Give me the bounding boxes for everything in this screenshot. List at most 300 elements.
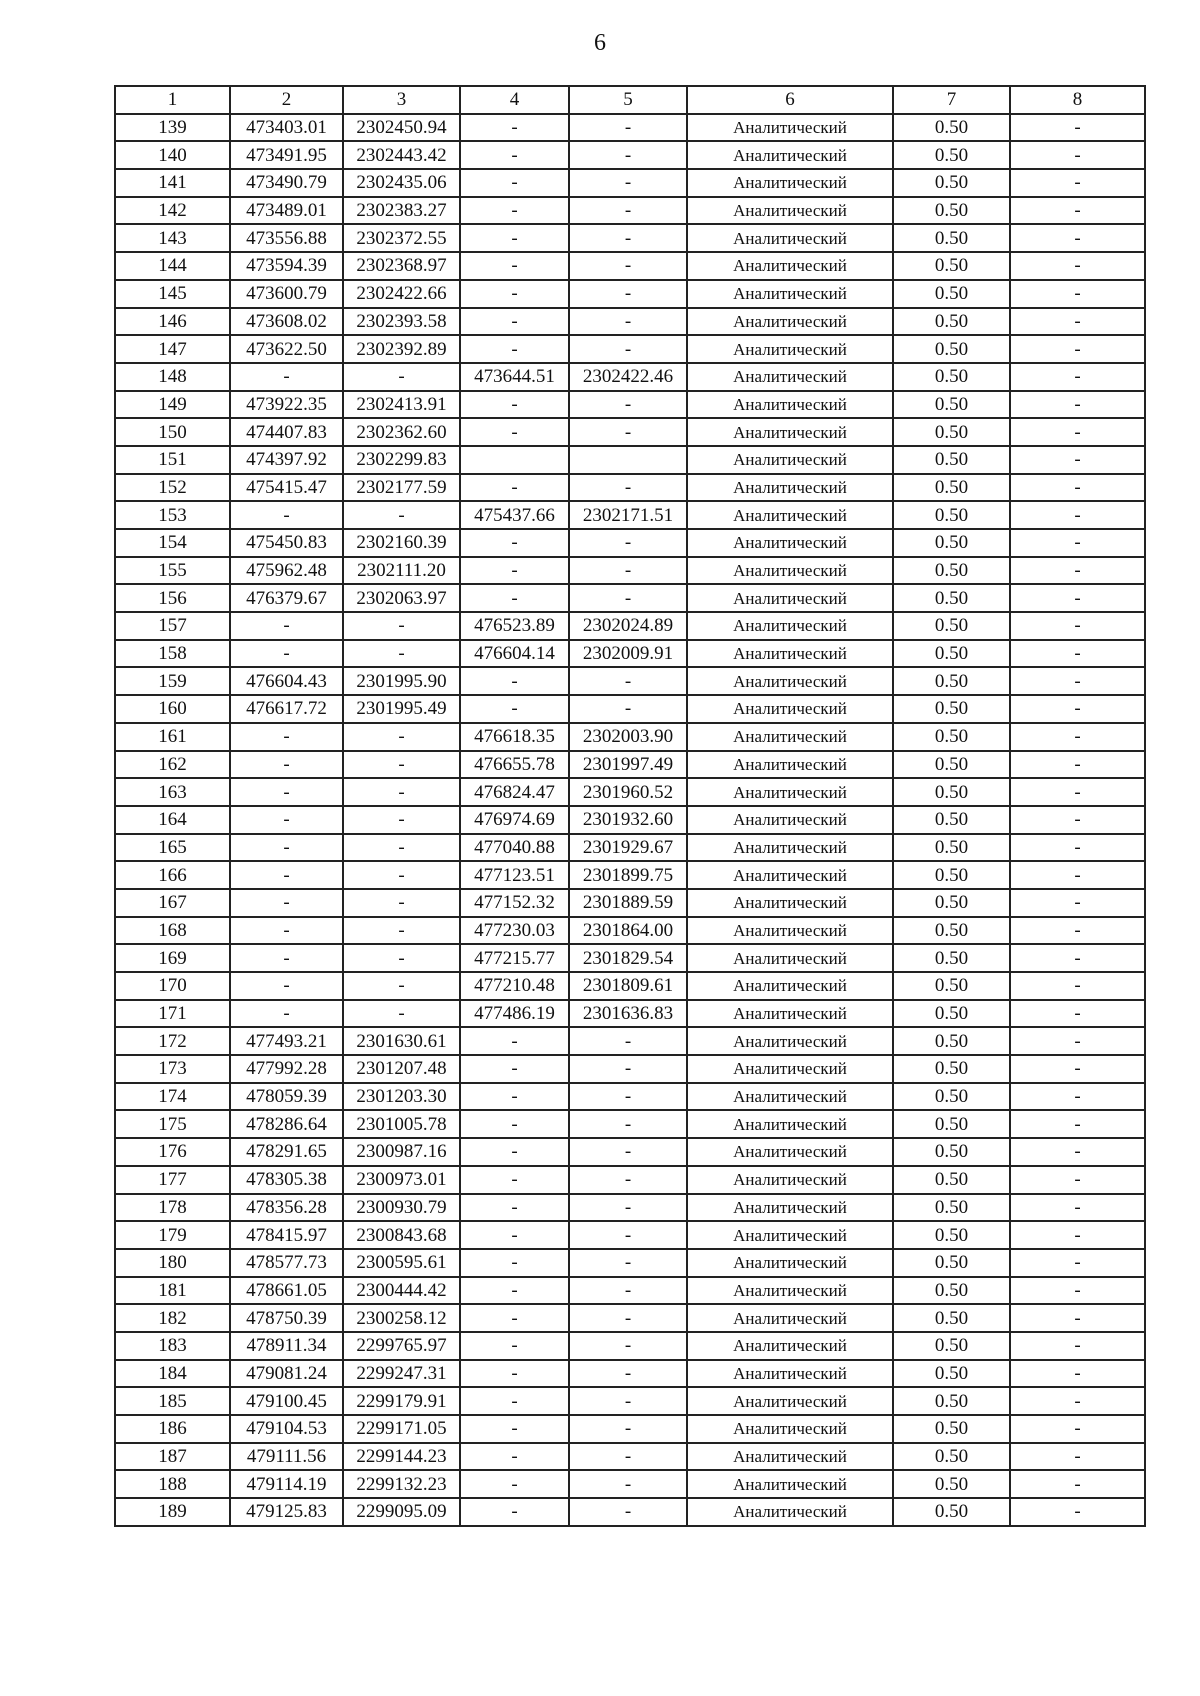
y-coordinate-cell: 2302063.97 [343, 584, 460, 612]
point-number-cell: 149 [115, 391, 230, 419]
point-number-cell: 185 [115, 1387, 230, 1415]
x-coordinate-alt-cell: - [460, 1304, 569, 1332]
x-coordinate-cell: 473594.39 [230, 252, 343, 280]
point-number-cell: 152 [115, 474, 230, 502]
x-coordinate-cell: 473608.02 [230, 308, 343, 336]
y-coordinate-alt-cell: 2301809.61 [569, 972, 687, 1000]
point-number-cell: 162 [115, 751, 230, 779]
y-coordinate-alt-cell: - [569, 1443, 687, 1471]
x-coordinate-alt-cell: - [460, 114, 569, 142]
point-number-cell: 153 [115, 501, 230, 529]
y-coordinate-alt-cell: 2302171.51 [569, 501, 687, 529]
x-coordinate-alt-cell: - [460, 308, 569, 336]
point-number-cell: 141 [115, 169, 230, 197]
method-cell: Аналитический [687, 1304, 893, 1332]
x-coordinate-cell: 478059.39 [230, 1083, 343, 1111]
y-coordinate-cell: 2302450.94 [343, 114, 460, 142]
note-cell: - [1010, 667, 1145, 695]
y-coordinate-cell: - [343, 889, 460, 917]
x-coordinate-cell: 473489.01 [230, 197, 343, 225]
y-coordinate-cell: - [343, 612, 460, 640]
x-coordinate-cell: 478356.28 [230, 1194, 343, 1222]
y-coordinate-alt-cell: - [569, 197, 687, 225]
x-coordinate-cell: 473600.79 [230, 280, 343, 308]
x-coordinate-cell: 473556.88 [230, 224, 343, 252]
note-cell: - [1010, 723, 1145, 751]
y-coordinate-alt-cell: 2301997.49 [569, 751, 687, 779]
table-row [115, 474, 1145, 502]
accuracy-cell: 0.50 [893, 944, 1010, 972]
table-row [115, 1027, 1145, 1055]
x-coordinate-cell: 473922.35 [230, 391, 343, 419]
table-row [115, 446, 1145, 474]
point-number-cell: 177 [115, 1166, 230, 1194]
accuracy-cell: 0.50 [893, 252, 1010, 280]
x-coordinate-cell: 478291.65 [230, 1138, 343, 1166]
y-coordinate-cell: 2302299.83 [343, 446, 460, 474]
accuracy-cell: 0.50 [893, 1360, 1010, 1388]
point-number-cell: 163 [115, 778, 230, 806]
note-cell: - [1010, 834, 1145, 862]
table-row [115, 529, 1145, 557]
accuracy-cell: 0.50 [893, 723, 1010, 751]
method-cell: Аналитический [687, 335, 893, 363]
x-coordinate-cell: - [230, 640, 343, 668]
accuracy-cell: 0.50 [893, 1387, 1010, 1415]
note-cell: - [1010, 335, 1145, 363]
x-coordinate-alt-cell: - [460, 1110, 569, 1138]
y-coordinate-cell: 2299765.97 [343, 1332, 460, 1360]
y-coordinate-alt-cell: - [569, 1249, 687, 1277]
method-cell: Аналитический [687, 391, 893, 419]
y-coordinate-cell: 2301630.61 [343, 1027, 460, 1055]
y-coordinate-alt-cell: 2301636.83 [569, 1000, 687, 1028]
method-cell: Аналитический [687, 1249, 893, 1277]
accuracy-cell: 0.50 [893, 169, 1010, 197]
x-coordinate-cell: 478750.39 [230, 1304, 343, 1332]
method-cell: Аналитический [687, 169, 893, 197]
y-coordinate-alt-cell: - [569, 667, 687, 695]
method-cell: Аналитический [687, 1277, 893, 1305]
y-coordinate-cell: 2301005.78 [343, 1110, 460, 1138]
note-cell: - [1010, 224, 1145, 252]
y-coordinate-alt-cell: - [569, 141, 687, 169]
method-cell: Аналитический [687, 1387, 893, 1415]
y-coordinate-alt-cell: 2301864.00 [569, 917, 687, 945]
method-cell: Аналитический [687, 667, 893, 695]
x-coordinate-alt-cell: - [460, 252, 569, 280]
x-coordinate-cell: - [230, 1000, 343, 1028]
note-cell: - [1010, 1221, 1145, 1249]
x-coordinate-cell: - [230, 944, 343, 972]
y-coordinate-cell: - [343, 806, 460, 834]
table-row [115, 1000, 1145, 1028]
point-number-cell: 186 [115, 1415, 230, 1443]
x-coordinate-alt-cell: - [460, 557, 569, 585]
point-number-cell: 175 [115, 1110, 230, 1138]
accuracy-cell: 0.50 [893, 391, 1010, 419]
point-number-cell: 157 [115, 612, 230, 640]
accuracy-cell: 0.50 [893, 114, 1010, 142]
note-cell: - [1010, 280, 1145, 308]
accuracy-cell: 0.50 [893, 667, 1010, 695]
x-coordinate-cell: 479111.56 [230, 1443, 343, 1471]
y-coordinate-alt-cell: - [569, 1221, 687, 1249]
y-coordinate-alt-cell: 2301932.60 [569, 806, 687, 834]
method-cell: Аналитический [687, 695, 893, 723]
x-coordinate-alt-cell: 476824.47 [460, 778, 569, 806]
table-row [115, 1083, 1145, 1111]
table-row [115, 1470, 1145, 1498]
table-row [115, 1221, 1145, 1249]
y-coordinate-alt-cell: - [569, 1332, 687, 1360]
x-coordinate-cell: 477493.21 [230, 1027, 343, 1055]
point-number-cell: 147 [115, 335, 230, 363]
table-row [115, 667, 1145, 695]
y-coordinate-cell: 2302177.59 [343, 474, 460, 502]
table-row [115, 1166, 1145, 1194]
y-coordinate-alt-cell: - [569, 1027, 687, 1055]
method-cell: Аналитический [687, 1166, 893, 1194]
accuracy-cell: 0.50 [893, 1277, 1010, 1305]
point-number-cell: 180 [115, 1249, 230, 1277]
x-coordinate-cell: 479100.45 [230, 1387, 343, 1415]
x-coordinate-cell: 473491.95 [230, 141, 343, 169]
y-coordinate-alt-cell: - [569, 1110, 687, 1138]
accuracy-cell: 0.50 [893, 474, 1010, 502]
accuracy-cell: 0.50 [893, 1332, 1010, 1360]
x-coordinate-alt-cell: - [460, 1083, 569, 1111]
method-cell: Аналитический [687, 612, 893, 640]
method-cell: Аналитический [687, 308, 893, 336]
y-coordinate-cell: 2299095.09 [343, 1498, 460, 1526]
y-coordinate-alt-cell: - [569, 252, 687, 280]
x-coordinate-cell: 476617.72 [230, 695, 343, 723]
y-coordinate-cell: 2300930.79 [343, 1194, 460, 1222]
page-number: 6 [594, 30, 606, 56]
y-coordinate-cell: - [343, 917, 460, 945]
x-coordinate-alt-cell: - [460, 1498, 569, 1526]
point-number-cell: 181 [115, 1277, 230, 1305]
y-coordinate-cell: - [343, 751, 460, 779]
x-coordinate-cell: 474407.83 [230, 418, 343, 446]
table-row [115, 141, 1145, 169]
x-coordinate-cell: 479104.53 [230, 1415, 343, 1443]
point-number-cell: 189 [115, 1498, 230, 1526]
accuracy-cell: 0.50 [893, 418, 1010, 446]
table-row [115, 557, 1145, 585]
y-coordinate-alt-cell: - [569, 584, 687, 612]
y-coordinate-alt-cell: - [569, 1055, 687, 1083]
point-number-cell: 184 [115, 1360, 230, 1388]
point-number-cell: 169 [115, 944, 230, 972]
x-coordinate-cell: - [230, 723, 343, 751]
y-coordinate-alt-cell: 2302024.89 [569, 612, 687, 640]
method-cell: Аналитический [687, 418, 893, 446]
note-cell: - [1010, 861, 1145, 889]
note-cell: - [1010, 1332, 1145, 1360]
table-row [115, 1277, 1145, 1305]
x-coordinate-cell: - [230, 889, 343, 917]
y-coordinate-alt-cell: - [569, 1415, 687, 1443]
point-number-cell: 172 [115, 1027, 230, 1055]
point-number-cell: 140 [115, 141, 230, 169]
note-cell: - [1010, 889, 1145, 917]
y-coordinate-alt-cell: - [569, 280, 687, 308]
x-coordinate-alt-cell: - [460, 197, 569, 225]
x-coordinate-cell: 478305.38 [230, 1166, 343, 1194]
point-number-cell: 188 [115, 1470, 230, 1498]
x-coordinate-cell: 478661.05 [230, 1277, 343, 1305]
y-coordinate-cell: - [343, 972, 460, 1000]
note-cell: - [1010, 501, 1145, 529]
method-cell: Аналитический [687, 1194, 893, 1222]
y-coordinate-cell: 2302368.97 [343, 252, 460, 280]
method-cell: Аналитический [687, 861, 893, 889]
x-coordinate-alt-cell: - [460, 1221, 569, 1249]
y-coordinate-cell: 2300843.68 [343, 1221, 460, 1249]
x-coordinate-alt-cell: - [460, 1415, 569, 1443]
method-cell: Аналитический [687, 1470, 893, 1498]
point-number-cell: 159 [115, 667, 230, 695]
note-cell: - [1010, 1138, 1145, 1166]
x-coordinate-cell: - [230, 778, 343, 806]
point-number-cell: 170 [115, 972, 230, 1000]
y-coordinate-alt-cell [569, 446, 687, 474]
note-cell: - [1010, 391, 1145, 419]
note-cell: - [1010, 197, 1145, 225]
method-cell: Аналитический [687, 1110, 893, 1138]
table-row [115, 501, 1145, 529]
point-number-cell: 173 [115, 1055, 230, 1083]
accuracy-cell: 0.50 [893, 446, 1010, 474]
method-cell: Аналитический [687, 224, 893, 252]
point-number-cell: 155 [115, 557, 230, 585]
y-coordinate-alt-cell: 2301929.67 [569, 834, 687, 862]
y-coordinate-cell: - [343, 861, 460, 889]
note-cell: - [1010, 1360, 1145, 1388]
y-coordinate-cell: 2299132.23 [343, 1470, 460, 1498]
accuracy-cell: 0.50 [893, 1304, 1010, 1332]
table-row [115, 806, 1145, 834]
y-coordinate-cell: 2300258.12 [343, 1304, 460, 1332]
method-cell: Аналитический [687, 141, 893, 169]
accuracy-cell: 0.50 [893, 1498, 1010, 1526]
table-row [115, 224, 1145, 252]
y-coordinate-cell: 2301203.30 [343, 1083, 460, 1111]
y-coordinate-cell: 2301995.49 [343, 695, 460, 723]
x-coordinate-alt-cell: - [460, 1387, 569, 1415]
note-cell: - [1010, 114, 1145, 142]
y-coordinate-cell: - [343, 363, 460, 391]
note-cell: - [1010, 917, 1145, 945]
y-coordinate-alt-cell: - [569, 1194, 687, 1222]
note-cell: - [1010, 1249, 1145, 1277]
point-number-cell: 187 [115, 1443, 230, 1471]
point-number-cell: 161 [115, 723, 230, 751]
accuracy-cell: 0.50 [893, 889, 1010, 917]
point-number-cell: 160 [115, 695, 230, 723]
x-coordinate-alt-cell: - [460, 1332, 569, 1360]
y-coordinate-alt-cell: - [569, 308, 687, 336]
y-coordinate-alt-cell: - [569, 1470, 687, 1498]
accuracy-cell: 0.50 [893, 1055, 1010, 1083]
accuracy-cell: 0.50 [893, 778, 1010, 806]
accuracy-cell: 0.50 [893, 1415, 1010, 1443]
column-header: 5 [569, 86, 687, 114]
x-coordinate-alt-cell: - [460, 667, 569, 695]
x-coordinate-cell: 478415.97 [230, 1221, 343, 1249]
table-row [115, 1249, 1145, 1277]
accuracy-cell: 0.50 [893, 640, 1010, 668]
y-coordinate-alt-cell: - [569, 557, 687, 585]
accuracy-cell: 0.50 [893, 197, 1010, 225]
point-number-cell: 168 [115, 917, 230, 945]
table-row [115, 1498, 1145, 1526]
x-coordinate-alt-cell: 475437.66 [460, 501, 569, 529]
table-row [115, 1443, 1145, 1471]
table-row [115, 308, 1145, 336]
x-coordinate-alt-cell: - [460, 474, 569, 502]
method-cell: Аналитический [687, 114, 893, 142]
y-coordinate-cell: 2302422.66 [343, 280, 460, 308]
table-row [115, 1332, 1145, 1360]
x-coordinate-cell: 478286.64 [230, 1110, 343, 1138]
y-coordinate-alt-cell: - [569, 169, 687, 197]
y-coordinate-alt-cell: - [569, 474, 687, 502]
x-coordinate-alt-cell: 473644.51 [460, 363, 569, 391]
accuracy-cell: 0.50 [893, 806, 1010, 834]
note-cell: - [1010, 169, 1145, 197]
note-cell: - [1010, 1443, 1145, 1471]
note-cell: - [1010, 584, 1145, 612]
accuracy-cell: 0.50 [893, 1083, 1010, 1111]
y-coordinate-alt-cell: - [569, 335, 687, 363]
y-coordinate-cell: 2302413.91 [343, 391, 460, 419]
y-coordinate-alt-cell: 2301889.59 [569, 889, 687, 917]
method-cell: Аналитический [687, 1000, 893, 1028]
y-coordinate-alt-cell: - [569, 1277, 687, 1305]
column-header: 4 [460, 86, 569, 114]
point-number-cell: 144 [115, 252, 230, 280]
x-coordinate-alt-cell: - [460, 1360, 569, 1388]
x-coordinate-alt-cell: 476604.14 [460, 640, 569, 668]
accuracy-cell: 0.50 [893, 695, 1010, 723]
y-coordinate-alt-cell: 2301899.75 [569, 861, 687, 889]
x-coordinate-alt-cell: 477230.03 [460, 917, 569, 945]
table-row [115, 391, 1145, 419]
method-cell: Аналитический [687, 972, 893, 1000]
point-number-cell: 179 [115, 1221, 230, 1249]
accuracy-cell: 0.50 [893, 557, 1010, 585]
note-cell: - [1010, 944, 1145, 972]
accuracy-cell: 0.50 [893, 917, 1010, 945]
x-coordinate-alt-cell [460, 446, 569, 474]
accuracy-cell: 0.50 [893, 1194, 1010, 1222]
point-number-cell: 145 [115, 280, 230, 308]
y-coordinate-alt-cell: - [569, 224, 687, 252]
method-cell: Аналитический [687, 834, 893, 862]
x-coordinate-cell: - [230, 972, 343, 1000]
note-cell: - [1010, 418, 1145, 446]
x-coordinate-alt-cell: - [460, 1055, 569, 1083]
x-coordinate-alt-cell: - [460, 529, 569, 557]
accuracy-cell: 0.50 [893, 1470, 1010, 1498]
method-cell: Аналитический [687, 1055, 893, 1083]
x-coordinate-cell: - [230, 834, 343, 862]
note-cell: - [1010, 751, 1145, 779]
method-cell: Аналитический [687, 806, 893, 834]
point-number-cell: 164 [115, 806, 230, 834]
method-cell: Аналитический [687, 501, 893, 529]
accuracy-cell: 0.50 [893, 584, 1010, 612]
y-coordinate-cell: 2302111.20 [343, 557, 460, 585]
x-coordinate-alt-cell: 477152.32 [460, 889, 569, 917]
point-number-cell: 139 [115, 114, 230, 142]
table-row [115, 363, 1145, 391]
note-cell: - [1010, 252, 1145, 280]
point-number-cell: 166 [115, 861, 230, 889]
note-cell: - [1010, 778, 1145, 806]
note-cell: - [1010, 640, 1145, 668]
table-body [115, 114, 1145, 1526]
x-coordinate-alt-cell: - [460, 418, 569, 446]
point-number-cell: 158 [115, 640, 230, 668]
method-cell: Аналитический [687, 529, 893, 557]
note-cell: - [1010, 695, 1145, 723]
note-cell: - [1010, 1498, 1145, 1526]
x-coordinate-alt-cell: - [460, 141, 569, 169]
note-cell: - [1010, 446, 1145, 474]
table-row [115, 640, 1145, 668]
y-coordinate-alt-cell: - [569, 1387, 687, 1415]
table-row [115, 861, 1145, 889]
note-cell: - [1010, 806, 1145, 834]
coordinates-table [114, 85, 1146, 1527]
method-cell: Аналитический [687, 252, 893, 280]
x-coordinate-cell: - [230, 751, 343, 779]
method-cell: Аналитический [687, 280, 893, 308]
method-cell: Аналитический [687, 723, 893, 751]
table-row [115, 1387, 1145, 1415]
table-row [115, 778, 1145, 806]
y-coordinate-alt-cell: - [569, 1083, 687, 1111]
point-number-cell: 148 [115, 363, 230, 391]
accuracy-cell: 0.50 [893, 363, 1010, 391]
point-number-cell: 146 [115, 308, 230, 336]
x-coordinate-alt-cell: 477123.51 [460, 861, 569, 889]
y-coordinate-cell: 2302362.60 [343, 418, 460, 446]
table-row [115, 1415, 1145, 1443]
x-coordinate-alt-cell: - [460, 1194, 569, 1222]
table-row [115, 612, 1145, 640]
table-row [115, 1360, 1145, 1388]
y-coordinate-cell: 2302443.42 [343, 141, 460, 169]
method-cell: Аналитический [687, 1498, 893, 1526]
accuracy-cell: 0.50 [893, 1166, 1010, 1194]
method-cell: Аналитический [687, 1221, 893, 1249]
method-cell: Аналитический [687, 889, 893, 917]
point-number-cell: 154 [115, 529, 230, 557]
x-coordinate-alt-cell: - [460, 280, 569, 308]
table-row [115, 335, 1145, 363]
y-coordinate-cell: - [343, 640, 460, 668]
x-coordinate-cell: 478577.73 [230, 1249, 343, 1277]
table-row [115, 169, 1145, 197]
x-coordinate-cell: 473622.50 [230, 335, 343, 363]
method-cell: Аналитический [687, 1027, 893, 1055]
x-coordinate-cell: 473490.79 [230, 169, 343, 197]
